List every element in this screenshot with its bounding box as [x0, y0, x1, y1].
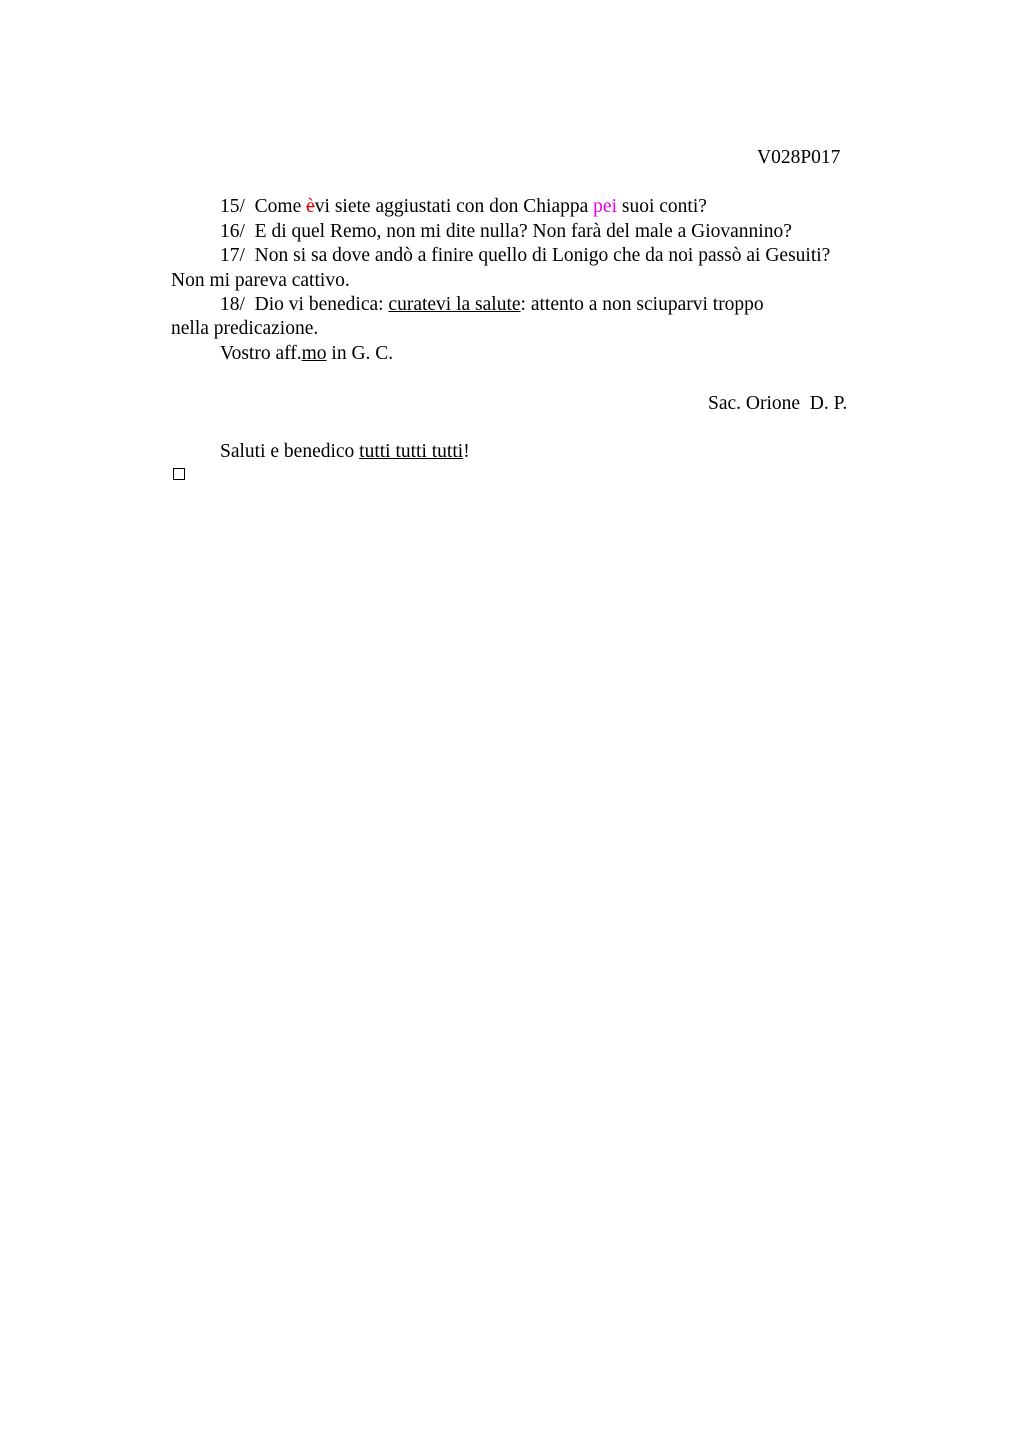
text-segment: : attento a non sciuparvi troppo	[520, 294, 764, 315]
paragraph-17-continuation: Non mi pareva cattivo.	[171, 270, 350, 291]
paragraph-16	[220, 221, 792, 243]
underlined-text: mo	[301, 343, 327, 364]
item-number: 16/	[220, 221, 245, 242]
text-segment: in G. C.	[331, 343, 394, 364]
text-segment: Vostro aff.	[220, 343, 302, 364]
item-number: 15/	[220, 196, 245, 217]
struck-text: è	[306, 196, 315, 217]
item-number: 17/	[220, 245, 245, 266]
underlined-text: tutti tutti tutti	[359, 441, 464, 462]
text-segment: Saluti e benedico	[220, 441, 355, 462]
paragraph-18	[220, 294, 764, 316]
text-segment: vi siete aggiustati con don Chiappa	[314, 196, 589, 217]
underlined-text: curatevi la salute	[388, 294, 521, 315]
paragraph-15	[220, 196, 707, 218]
text-segment: Come	[254, 196, 302, 217]
inserted-text: pei	[593, 196, 617, 217]
page-identifier: V028P017	[757, 147, 841, 168]
paragraph-18-continuation: nella predicazione.	[171, 318, 319, 339]
signature: Sac. Orione D. P.	[708, 393, 848, 414]
closing-line	[220, 343, 393, 365]
text-segment: E di quel Remo, non mi dite nulla? Non farà del male a Giovannino?	[254, 221, 792, 242]
item-number: 18/	[220, 294, 245, 315]
text-segment: Dio vi benedica:	[254, 294, 384, 315]
paragraph-17	[220, 245, 830, 267]
end-marker-box	[173, 468, 185, 480]
text-segment: suoi conti?	[621, 196, 707, 217]
text-segment: !	[463, 441, 470, 462]
postscript	[220, 441, 470, 463]
text-segment: Non si sa dove andò a finire quello di Lonigo che da noi passò ai Gesuiti?	[254, 245, 831, 266]
